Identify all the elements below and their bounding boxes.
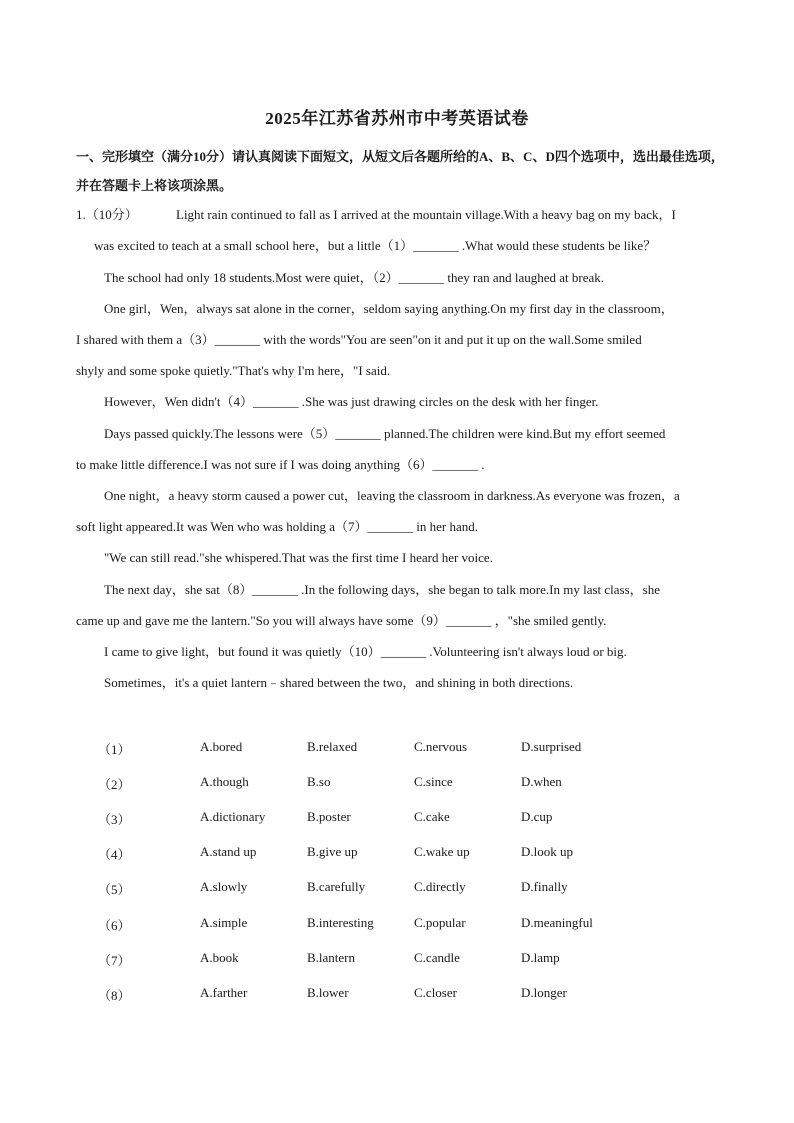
option-a[interactable]: A.bored	[200, 739, 243, 754]
option-c[interactable]: C.wake up	[414, 844, 470, 859]
section-heading: 一、完形填空（满分10分）请认真阅读下面短文，从短文后各题所给的A、B、C、D四个选项中，选出最佳选项，并在答题卡上将该项涂黑。	[76, 149, 724, 193]
option-number: （5）	[98, 882, 131, 897]
option-d[interactable]: D.cup	[521, 809, 553, 824]
question-number: 1.（10分）	[76, 207, 138, 222]
option-number: （3）	[98, 812, 131, 827]
passage-line: was excited to teach at a small school here，but a little（1）_______ .What would these students be like？	[94, 238, 657, 253]
option-row	[0, 739, 794, 759]
option-number: （8）	[98, 988, 131, 1003]
option-b[interactable]: B.carefully	[307, 879, 366, 894]
passage-line: One girl，Wen，always sat alone in the corner，seldom saying anything.On my first day in the classroom，	[104, 301, 674, 316]
option-a[interactable]: A.stand up	[200, 844, 257, 859]
option-row	[0, 915, 794, 935]
option-d[interactable]: D.finally	[521, 879, 568, 894]
passage-line: shyly and some spoke quietly."That's why I'm here，"I said.	[76, 363, 391, 378]
page-title: 2025年江苏省苏州市中考英语试卷	[265, 109, 529, 128]
passage-line: Sometimes，it's a quiet lantern﹣shared between the two，and shining in both directions.	[104, 675, 574, 690]
passage-line: "We can still read."she whispered.That was the first time I heard her voice.	[104, 550, 493, 565]
passage-line: to make little difference.I was not sure if I was doing anything（6）_______ .	[76, 457, 485, 472]
option-d[interactable]: D.lamp	[521, 950, 560, 965]
option-a[interactable]: A.farther	[200, 985, 248, 1000]
option-c[interactable]: C.nervous	[414, 739, 468, 754]
option-b[interactable]: B.so	[307, 774, 331, 789]
passage-line: I came to give light，but found it was quietly（10）_______ .Volunteering isn't always loud or big.	[104, 644, 627, 659]
option-a[interactable]: A.slowly	[200, 879, 248, 894]
option-b[interactable]: B.lower	[307, 985, 349, 1000]
passage-line: Light rain continued to fall as I arrived at the mountain village.With a heavy bag on my back，I	[176, 207, 676, 222]
option-d[interactable]: D.when	[521, 774, 562, 789]
passage-line: The next day，she sat（8）_______ .In the following days，she began to talk more.In my last class，she	[104, 582, 661, 597]
option-row	[0, 950, 794, 970]
option-c[interactable]: C.candle	[414, 950, 460, 965]
option-a[interactable]: A.book	[200, 950, 239, 965]
option-row	[0, 809, 794, 829]
option-d[interactable]: D.meaningful	[521, 915, 593, 930]
option-number: （7）	[98, 953, 131, 968]
passage-line: soft light appeared.It was Wen who was holding a（7）_______ in her hand.	[76, 519, 478, 534]
option-d[interactable]: D.surprised	[521, 739, 582, 754]
passage-line: However，Wen didn't（4）_______ .She was just drawing circles on the desk with her finger.	[104, 394, 599, 409]
option-c[interactable]: C.closer	[414, 985, 457, 1000]
option-row	[0, 985, 794, 1005]
passage-line: The school had only 18 students.Most were quiet，（2）_______ they ran and laughed at break.	[104, 270, 605, 285]
passage-line: One night，a heavy storm caused a power cut，leaving the classroom in darkness.As everyone was frozen，a	[104, 488, 680, 503]
option-c[interactable]: C.since	[414, 774, 453, 789]
option-c[interactable]: C.directly	[414, 879, 466, 894]
option-number: （2）	[98, 777, 131, 792]
option-number: （6）	[98, 918, 131, 933]
option-number: （4）	[98, 847, 131, 862]
option-a[interactable]: A.dictionary	[200, 809, 266, 824]
option-b[interactable]: B.poster	[307, 809, 351, 824]
option-row	[0, 879, 794, 899]
option-number: （1）	[98, 742, 131, 757]
option-d[interactable]: D.look up	[521, 844, 573, 859]
passage-line: came up and gave me the lantern."So you will always have some（9）_______ ，"she smiled gently.	[76, 613, 607, 628]
option-a[interactable]: A.simple	[200, 915, 248, 930]
option-row	[0, 844, 794, 864]
option-a[interactable]: A.though	[200, 774, 249, 789]
option-row	[0, 774, 794, 794]
passage-line: Days passed quickly.The lessons were（5）_______ planned.The children were kind.But my effort seemed	[104, 426, 666, 441]
option-b[interactable]: B.relaxed	[307, 739, 358, 754]
passage-line: I shared with them a（3）_______ with the words"You are seen"on it and put it up on the wall.Some smiled	[76, 332, 642, 347]
option-d[interactable]: D.longer	[521, 985, 567, 1000]
option-b[interactable]: B.interesting	[307, 915, 374, 930]
option-b[interactable]: B.lantern	[307, 950, 356, 965]
option-c[interactable]: C.popular	[414, 915, 466, 930]
option-b[interactable]: B.give up	[307, 844, 358, 859]
option-c[interactable]: C.cake	[414, 809, 450, 824]
